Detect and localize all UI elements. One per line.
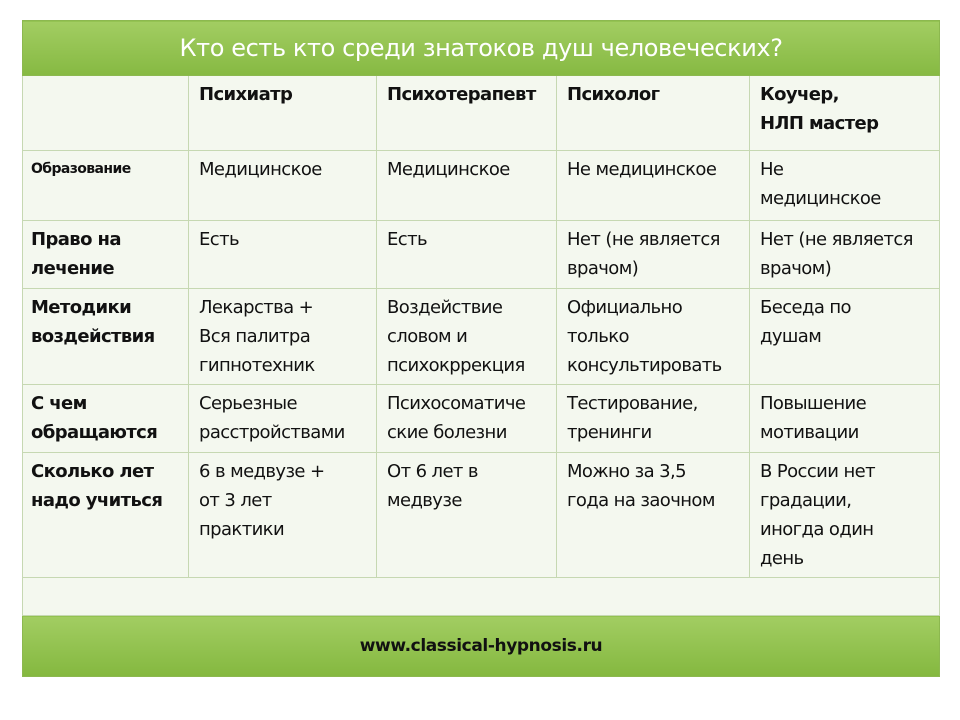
cell-line: Серьезные xyxy=(199,393,297,414)
cell-line: Есть xyxy=(199,229,239,250)
row-label-line: Право на xyxy=(31,229,121,250)
cell-line: день xyxy=(760,548,804,569)
cell-line: мотивации xyxy=(760,422,859,443)
table-cell xyxy=(189,151,377,221)
table-cell xyxy=(189,453,377,578)
cell-line: врачом) xyxy=(760,258,832,279)
row-label-study-years xyxy=(23,453,189,578)
cell-line: Тестирование, xyxy=(567,393,698,414)
cell-line: Вся палитра xyxy=(199,326,311,347)
blank-cell xyxy=(23,578,940,616)
cell-line: Есть xyxy=(387,229,427,250)
row-label-line: воздействия xyxy=(31,326,155,347)
cell-line: Повышение xyxy=(760,393,867,414)
cell-line: года на заочном xyxy=(567,490,715,511)
table-row xyxy=(23,453,940,578)
table-cell xyxy=(557,385,750,453)
table-cell xyxy=(377,453,557,578)
cell-line: иногда один xyxy=(760,519,874,540)
cell-line: Не xyxy=(760,159,784,180)
table-cell xyxy=(750,221,940,289)
cell-line: психокррекция xyxy=(387,355,525,376)
cell-line: Нет (не является xyxy=(760,229,913,250)
header-text: Психолог xyxy=(567,84,660,105)
header-psychologist xyxy=(557,76,750,151)
footer-row xyxy=(23,616,940,677)
row-label-line: С чем xyxy=(31,393,87,414)
row-label-treatment-right xyxy=(23,221,189,289)
table-title: Кто есть кто среди знатоков душ человеческих? xyxy=(23,21,940,76)
header-text: Психотерапевт xyxy=(387,84,536,105)
cell-line: гипнотехник xyxy=(199,355,315,376)
cell-line: 6 в медвузе + xyxy=(199,461,325,482)
row-label-line: обращаются xyxy=(31,422,158,443)
row-label-line: лечение xyxy=(31,258,115,279)
cell-line: медвузе xyxy=(387,490,462,511)
row-label-line: Сколько лет xyxy=(31,461,154,482)
cell-line: Беседа по xyxy=(760,297,851,318)
cell-line: Медицинское xyxy=(199,159,322,180)
row-label-education xyxy=(23,151,189,221)
table-row xyxy=(23,151,940,221)
cell-line: От 6 лет в xyxy=(387,461,478,482)
row-label-methods xyxy=(23,289,189,385)
cell-line: Психосоматиче xyxy=(387,393,526,414)
cell-line: расстройствами xyxy=(199,422,345,443)
cell-line: Медицинское xyxy=(387,159,510,180)
cell-line: градации, xyxy=(760,490,852,511)
table-row xyxy=(23,385,940,453)
table-row xyxy=(23,289,940,385)
cell-line: Официально xyxy=(567,297,683,318)
header-text-line: Коучер, xyxy=(760,84,839,105)
table-cell xyxy=(557,151,750,221)
cell-line: В России нет xyxy=(760,461,875,482)
cell-line: практики xyxy=(199,519,285,540)
header-cell-empty xyxy=(23,76,189,151)
table-cell xyxy=(750,453,940,578)
comparison-table xyxy=(22,20,940,677)
table-cell xyxy=(557,221,750,289)
cell-line: душам xyxy=(760,326,822,347)
table-cell xyxy=(189,289,377,385)
table-cell xyxy=(750,385,940,453)
row-label-line: Образование xyxy=(31,161,131,177)
cell-line: Лекарства + xyxy=(199,297,314,318)
website-url: www.classical-hypnosis.ru xyxy=(23,616,940,677)
header-text: Психиатр xyxy=(199,84,293,105)
table-cell xyxy=(377,151,557,221)
table-cell xyxy=(189,385,377,453)
table-cell xyxy=(377,385,557,453)
table-cell xyxy=(750,289,940,385)
cell-line: словом и xyxy=(387,326,468,347)
header-psychotherapist xyxy=(377,76,557,151)
cell-line: медицинское xyxy=(760,188,881,209)
cell-line: от 3 лет xyxy=(199,490,272,511)
table-cell xyxy=(189,221,377,289)
header-row xyxy=(23,76,940,151)
table-cell xyxy=(377,289,557,385)
cell-line: консультировать xyxy=(567,355,722,376)
table-row xyxy=(23,221,940,289)
cell-line: ские болезни xyxy=(387,422,507,443)
table-cell xyxy=(557,453,750,578)
table-cell xyxy=(750,151,940,221)
table-cell xyxy=(557,289,750,385)
header-text-line: НЛП мастер xyxy=(760,113,879,134)
title-row xyxy=(23,21,940,76)
cell-line: Нет (не является xyxy=(567,229,720,250)
row-label-line: надо учиться xyxy=(31,490,163,511)
table-cell xyxy=(377,221,557,289)
header-psychiatrist xyxy=(189,76,377,151)
cell-line: только xyxy=(567,326,629,347)
cell-line: Не медицинское xyxy=(567,159,717,180)
header-coach xyxy=(750,76,940,151)
blank-row xyxy=(23,578,940,616)
cell-line: Можно за 3,5 xyxy=(567,461,687,482)
row-label-requests xyxy=(23,385,189,453)
cell-line: Воздействие xyxy=(387,297,503,318)
cell-line: тренинги xyxy=(567,422,652,443)
cell-line: врачом) xyxy=(567,258,639,279)
row-label-line: Методики xyxy=(31,297,132,318)
